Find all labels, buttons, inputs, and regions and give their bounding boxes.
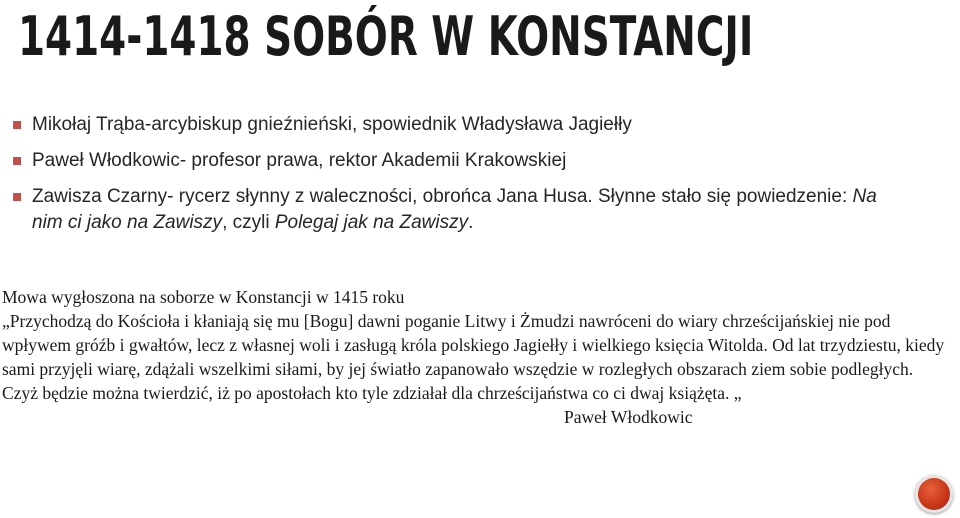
bullet-list [12,112,912,236]
bullet-text: Paweł Włodkowic- profesor prawa, rektor Akademii Krakowskiej [32,150,567,171]
bullet-marker-icon [13,193,21,201]
bullet-text-middle: , czyli [222,212,275,233]
circle-icon [918,478,950,510]
speech-intro: Mowa wygłoszona na soborze w Konstancji w 1415 roku [2,287,405,307]
slide-title-text: 1414-1418 SOBÓR W KONSTANCJI [18,5,754,68]
speech-quote: „Przychodzą do Kościoła i kłaniają się mu [Bogu] dawni poganie Litwy i Żmudzi nawróceni do wiary chrześcijańskiej nie pod wpływem gróźb i gwałtów, lecz z własnej woli i zasługą króla polskiego Jagiełły i wielkiego księcia Witolda. Od lat trzydziestu, kiedy sami przyjęli wiarę, zdążali wszelkimi siłami, by jej światło zapanowało wszędzie w rozległych obszarach ziem sobie podległych. Czyż będzie można twierdzić, iż po apostołach kto tyle zdziałał dla chrześcijaństwa co ci dwaj książęta. „ [2,311,945,403]
speech-author: Paweł Włodkowic [564,407,693,427]
bullet-marker-icon [13,157,21,165]
bullet-text: Mikołaj Trąba-arcybiskup gnieźnieński, spowiednik Władysława Jagiełły [32,114,632,135]
bullet-item [12,112,912,138]
bullet-item [12,184,912,236]
saying-italic-2: Polegaj jak na Zawiszy [274,212,469,233]
bullet-marker-icon [13,121,21,129]
slide-title [18,4,754,70]
bullet-text-end: . [468,212,474,233]
slide-nav-button[interactable] [915,475,953,513]
saying-italic-1: Na nim ci jako na Zawiszy [32,186,877,233]
speech-block [2,285,952,429]
bullet-item [12,148,912,174]
bullet-text: Zawisza Czarny- rycerz słynny z waleczności, obrońca Jana Husa. Słynne stało się powiedzenie: [32,186,853,207]
